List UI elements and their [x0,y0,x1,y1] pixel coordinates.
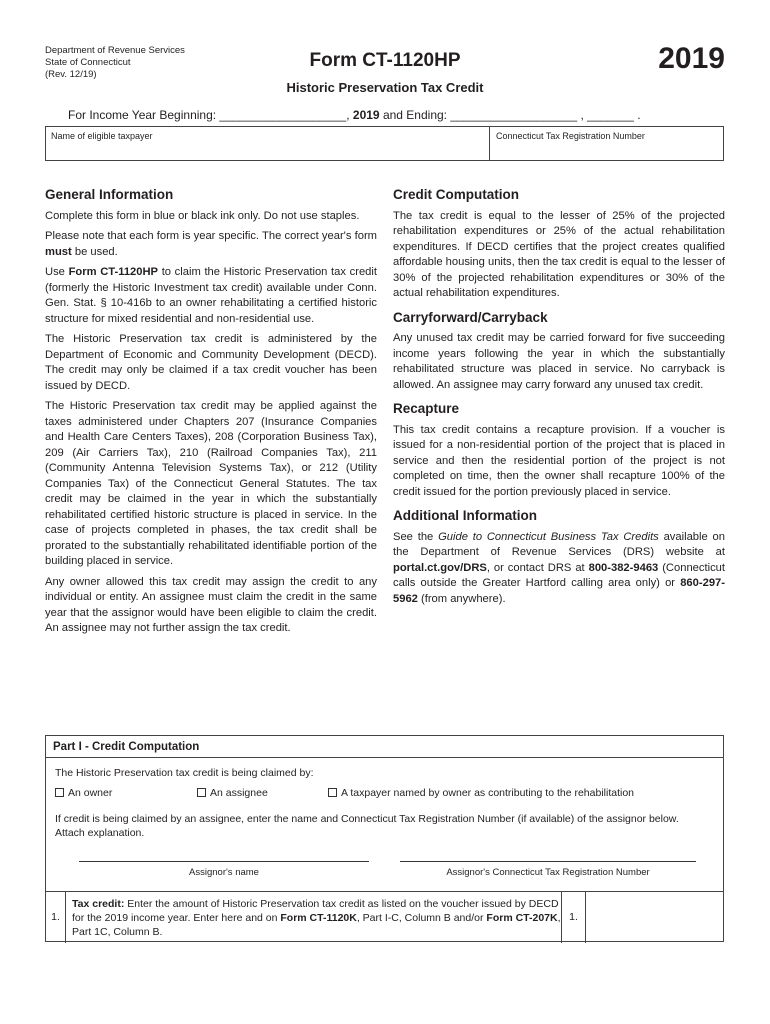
assignor-name-label: Assignor's name [189,867,259,878]
gi-paragraph-6: Any owner allowed this tax credit may assign the credit to any individual or entity. An assignee must claim the credit in the same year that the assignor would have been eligible to claim the credit. An assignee may not further assign the tax credit. [45,575,377,634]
line-1-entry-number: 1. [561,892,586,943]
assignor-registration-field[interactable] [400,861,696,862]
credit-computation-heading: Credit Computation [393,187,519,202]
part1-credit-computation [45,735,724,942]
carryforward-heading: Carryforward/Carryback [393,309,548,325]
carryforward-text: Any unused tax credit may be carried forward for five succeeding income years following the year in which the substantially rehabilitated structure was placed in service. No carryback is allowed. An assignee may carry forward any unused tax credit. [393,332,725,391]
assignor-name-field[interactable] [79,861,369,862]
income-year-prefix: For Income Year Beginning: ___________________, [68,108,353,122]
general-information-section [45,187,377,642]
gi-paragraph-1: Complete this form in blue or black ink only. Do not use staples. [45,209,360,222]
checkbox-icon[interactable] [328,788,337,797]
gi-paragraph-4: The Historic Preservation tax credit is administered by the Department of Economic and Community Development (DECD). The credit may only be claimed if a tax credit voucher has been issued by DECD. [45,333,377,392]
drs-phone-2: 860-297-5962 [393,577,725,605]
assignee-instructions: If credit is being claimed by an assignee, enter the name and Connecticut Tax Registration Number (if available) of the assignor below. Attach explanation. [55,813,679,839]
drs-website-link[interactable]: portal.ct.gov/DRS [393,561,487,574]
recapture-text: This tax credit contains a recapture provision. If a voucher is issued for a non-residential portion of the project that is placed in service and then the residential portion of the project is not completed on time, then the owner shall recapture 100% of the credit issued for the portion previously placed in service. [393,423,725,498]
right-column [393,187,725,612]
checkbox-owner[interactable]: An owner [55,787,112,799]
line-1-description: Tax credit: Enter the amount of Historic Preservation tax credit as listed on the voucher issued by DECD for the 2019 income year. Enter here and on Form CT-1120K, Part I-C, Column B and/or Form CT-207K, Part 1C, Column B. [72,898,561,938]
agency-name: Department of Revenue Services [45,45,185,56]
line-1-number: 1. [46,892,66,943]
revision-date: (Rev. 12/19) [45,69,97,80]
box-divider [489,127,490,160]
form-subtitle: Historic Preservation Tax Credit [286,80,484,95]
agency-state: State of Connecticut [45,57,131,68]
drs-phone-1: 800-382-9463 [588,561,659,574]
gi-paragraph-2: Please note that each form is year specific. The correct year's form must be used. [45,230,377,258]
additional-information-heading: Additional Information [393,508,537,523]
additional-information-text: See the Guide to Connecticut Business Tax Credits available on the Department of Revenue Services (DRS) website at portal.ct.gov/DRS, or contact DRS at 800-382-9463 (Connecticut calls outside the Greater Hartford calling area only) or 860-297-5962 (from anywhere). [393,530,725,605]
tax-year: 2019 [658,42,725,75]
checkbox-assignee[interactable]: An assignee [197,787,268,799]
taxpayer-name-field[interactable]: Name of eligible taxpayer [51,131,153,141]
line-1-row [46,891,723,943]
assignor-registration-label: Assignor's Connecticut Tax Registration Number [446,867,650,878]
checkbox-icon[interactable] [197,788,206,797]
income-year-bold: 2019 [352,108,380,122]
income-year-suffix: and Ending: ___________________ , _______ . [379,108,641,122]
credit-computation-text: The tax credit is equal to the lesser of 25% of the projected rehabilitation expenditures or 25% of the actual rehabilitation expenditures. If DECD certifies that the project creates qualified affordable housing units, then the tax credit is equal to the lesser of 30% of the projected rehabilitation expenditures or 30% of the actual rehabilitation expenditures. [393,209,725,299]
general-information-heading: General Information [45,187,174,202]
taxpayer-info-box [45,126,724,161]
checkbox-icon[interactable] [55,788,64,797]
form-title: Form CT-1120HP [309,50,461,71]
gi-paragraph-5: The Historic Preservation tax credit may be applied against the taxes administered under Chapters 207 (Insurance Companies and Health Care Centers Taxes), 208 (Corporation Business Tax), 209 (Air Carriers Tax), 210 (Railroad Companies Tax), 211 (Community Antenna Television Systems Tax), or 212 (Utility Companies Tax) of the Connecticut General Statutes. The tax credit may be claimed in the year in which the substantially rehabilitated certified historic structure is placed in service. In the case of projects completed in phases, the tax credit shall be prorated to the substantially rehabilitated identifiable portion of the building placed in service. [45,400,377,567]
income-year-line[interactable] [68,108,641,122]
gi-paragraph-3: Use Form CT-1120HP to claim the Historic Preservation tax credit (formerly the Historic Investment tax credit) available under Conn. Gen. Stat. § 10-416b to an owner rehabilitating a certified historic structure for mixed residential and non-residential use. [45,266,377,325]
checkbox-contributing-taxpayer[interactable]: A taxpayer named by owner as contributing to the rehabilitation [328,787,634,799]
claimant-question: The Historic Preservation tax credit is being claimed by: [55,767,314,779]
registration-number-field[interactable]: Connecticut Tax Registration Number [496,131,645,141]
recapture-heading: Recapture [393,401,460,416]
part1-header: Part I - Credit Computation [46,736,723,758]
